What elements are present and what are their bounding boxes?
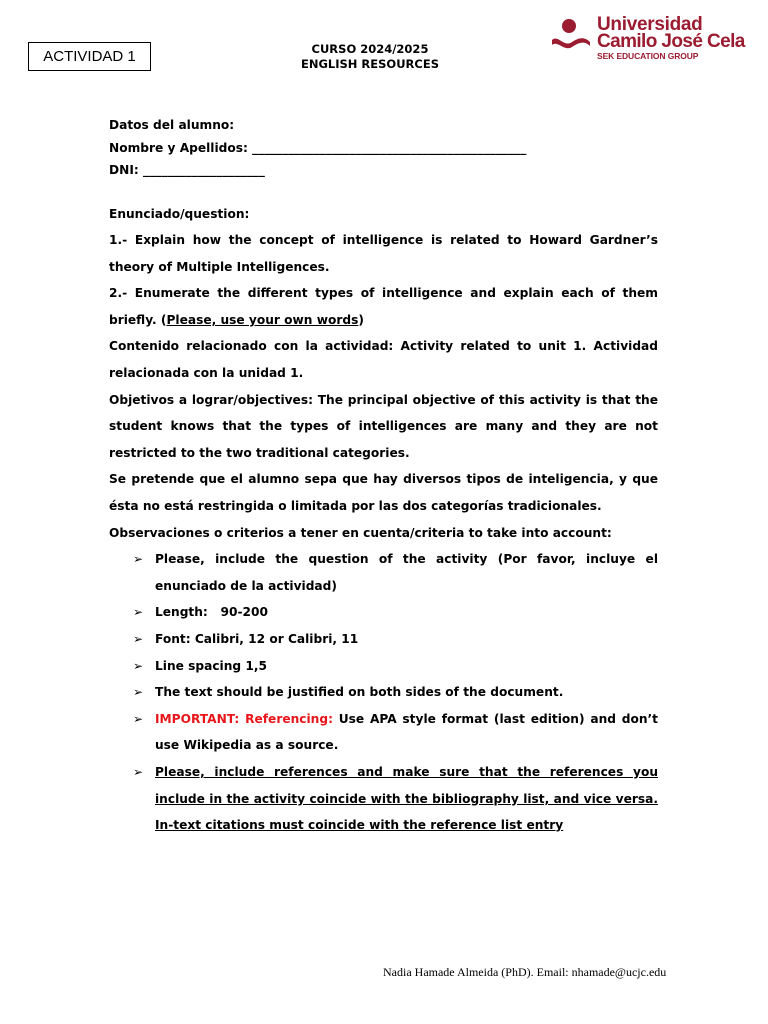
objectives-spanish: Se pretende que el alumno sepa que hay diversos tipos de inteligencia, y que ésta no está restringida o limitada por las dos categorías tradicionales. — [109, 472, 658, 514]
footer-author-email: Nadia Hamade Almeida (PhD). Email: nhamade@ucjc.edu — [383, 965, 667, 979]
student-dni-label: DNI: — [109, 163, 143, 177]
criteria-heading: Observaciones o criterios a tener en cuenta/criteria to take into account: — [109, 525, 612, 540]
criteria-references: Please, include references and make sure that the references you include in the activity coincide with the bibliography list, and vice versa. In-text citations must coincide with the reference list entry — [155, 764, 658, 833]
student-name-label: Nombre y Apellidos: — [109, 140, 253, 155]
arrow-bullet-icon: ➢ — [133, 632, 144, 646]
logo-line-1: Universidad — [597, 14, 703, 35]
criteria-font: Font: Calibri, 12 or Calibri, 11 — [155, 632, 359, 646]
logo-line-2: Camilo José Cela — [597, 31, 745, 52]
university-logo — [550, 14, 750, 64]
arrow-bullet-icon: ➢ — [133, 685, 144, 700]
arrow-bullet-icon: ➢ — [133, 605, 144, 620]
criteria-list — [109, 546, 658, 839]
question-2-text: 2.- Enumerate the different types of intelligence and explain each of them briefly. ( — [109, 286, 658, 327]
question-2 — [109, 280, 658, 333]
arrow-bullet-icon: ➢ — [133, 658, 144, 673]
list-item — [109, 653, 658, 680]
list-item — [109, 759, 658, 839]
course-year: CURSO 2024/2025 — [311, 42, 429, 56]
list-item — [109, 599, 658, 626]
question-1: 1.- Explain how the concept of intelligence is related to Howard Gardner’s theory of Multiple Intelligences. — [109, 233, 658, 274]
ucjc-emblem-icon — [550, 18, 592, 52]
criteria-justified: The text should be justified on both sides of the document. — [155, 685, 564, 700]
list-item — [109, 546, 658, 599]
student-dni-blank: ____________________ — [142, 163, 265, 177]
question-2-close: ) — [358, 312, 364, 327]
question-2-own-words: Please, use your own words — [166, 312, 359, 327]
criteria-question: Please, include the question of the activity (Por favor, incluye el enunciado de la actividad) — [155, 552, 658, 593]
course-header — [270, 42, 470, 72]
objectives: Objetivos a lograr/objectives: The principal objective of this activity is that the student knows that the types of intelligences are many and they are not restricted to the two traditional categories. — [109, 392, 658, 460]
student-name-blank: _____________________________________________ — [252, 140, 527, 155]
list-item — [109, 706, 658, 759]
logo-line-3: SEK EDUCATION GROUP — [597, 51, 699, 61]
activity-label: ACTIVIDAD 1 — [43, 48, 136, 65]
question-heading: Enunciado/question: — [109, 206, 250, 221]
document-body — [109, 114, 658, 839]
arrow-bullet-icon: ➢ — [133, 711, 144, 726]
criteria-referencing: Use APA style format (last edition) and don’t use Wikipedia as a source. — [155, 711, 658, 753]
arrow-bullet-icon: ➢ — [133, 764, 144, 779]
student-dni-line — [109, 159, 658, 182]
activity-label-box — [28, 42, 151, 71]
list-item — [109, 626, 658, 653]
list-item — [109, 679, 658, 706]
important-referencing-label: IMPORTANT: Referencing: — [155, 711, 333, 726]
arrow-bullet-icon: ➢ — [133, 552, 144, 567]
student-name-line — [109, 137, 658, 160]
related-content: Contenido relacionado con la actividad: Activity related to unit 1. Actividad relacionada con la unidad 1. — [109, 339, 658, 381]
criteria-length: Length: 90-200 — [155, 605, 268, 620]
student-data-heading: Datos del alumno: — [109, 118, 235, 132]
criteria-line-spacing: Line spacing 1,5 — [155, 658, 267, 673]
course-subject: ENGLISH RESOURCES — [301, 57, 439, 71]
